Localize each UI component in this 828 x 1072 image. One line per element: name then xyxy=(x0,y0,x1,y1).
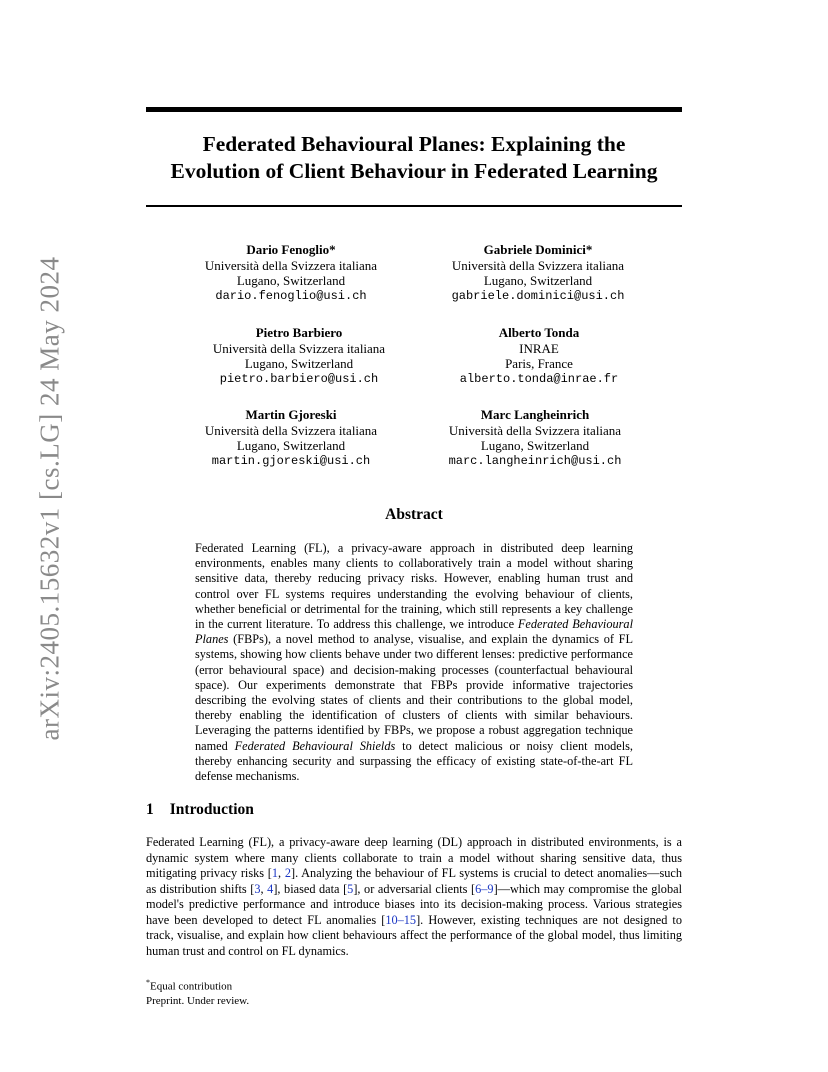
section-title: Introduction xyxy=(169,801,254,818)
intro-text: ]. Analyzing the behaviour of FL systems is crucial to detect anomalies—such as distribution shifts [ xyxy=(146,866,682,896)
footnote-preprint: Preprint. Under review. xyxy=(146,995,250,1008)
paper-title xyxy=(146,131,682,185)
arxiv-identifier-stamp xyxy=(32,256,68,740)
author-block xyxy=(171,407,411,469)
author-name: Marc Langheinrich xyxy=(480,407,590,422)
author-block xyxy=(415,407,655,469)
abstract-text-part: (FBPs), a novel method to analyse, visualise, and explain the dynamics of FL systems, showing how clients behave under two different lenses: predictive performance (error behavioural space) and decision-making processes (counterfactual behavioural space). Our experiments demonstrate that FBPs provide informative trajectories describing the evolving states of clients and their contributions to the global model, thereby enabling the identification of clusters of clients with similar behaviours. Leveraging the patterns identified by FBPs, we propose a robust aggregation technique named xyxy=(195,632,633,753)
section-heading-introduction xyxy=(146,801,254,819)
author-affiliation: INRAE xyxy=(519,340,559,356)
introduction-paragraph xyxy=(146,835,682,959)
citation-link[interactable]: 5 xyxy=(347,881,354,896)
author-location: Lugano, Switzerland xyxy=(236,273,346,289)
citation-link[interactable]: 4 xyxy=(267,881,274,896)
author-email: pietro.barbiero@usi.ch xyxy=(219,371,379,386)
author-block xyxy=(179,325,419,387)
abstract-heading: Abstract xyxy=(385,506,443,523)
author-location: Lugano, Switzerland xyxy=(480,438,590,454)
author-location: Paris, France xyxy=(505,356,573,372)
abstract-text-part: to detect malicious or noisy client models, thereby enhancing security and surpassing the efficacy of existing state-of-the-art FL defense mechanisms. xyxy=(195,738,633,784)
author-location: Lugano, Switzerland xyxy=(236,438,346,454)
intro-text: Federated Learning (FL), a privacy-aware deep learning (DL) approach in distributed environments, is a dynamic system where many clients collaborate to train a model without sharing sensitive data, thus mitigating privacy risks [ xyxy=(146,835,682,880)
abstract-emphasis: Federated Behavioural Planes xyxy=(195,617,633,647)
citation-link[interactable]: 10–15 xyxy=(385,912,417,927)
author-block xyxy=(419,325,659,387)
paper-title-line-1: Federated Behavioural Planes: Explaining the xyxy=(202,132,626,156)
author-email: alberto.tonda@inrae.fr xyxy=(459,371,619,386)
author-location: Lugano, Switzerland xyxy=(244,356,354,372)
footnote xyxy=(146,976,249,1009)
intro-text: ]—which may compromise the global model's predictive performance and introduce biases into its decision-making process. Various strategies have been developed to detect FL anomalies [ xyxy=(146,881,682,927)
intro-text: , xyxy=(260,881,268,896)
author-block xyxy=(171,242,411,304)
author-name: Pietro Barbiero xyxy=(255,325,343,340)
footnote-equal-contribution xyxy=(146,976,249,994)
author-name: Martin Gjoreski xyxy=(245,407,337,422)
author-affiliation: Università della Svizzera italiana xyxy=(212,340,386,356)
footnote-marker: * xyxy=(146,978,150,987)
author-affiliation: Università della Svizzera italiana xyxy=(451,257,625,273)
title-bottom-rule xyxy=(146,205,682,207)
abstract-emphasis: Federated Behavioural Shields xyxy=(234,738,396,753)
citation-link[interactable]: 6–9 xyxy=(475,881,494,896)
citation-link[interactable]: 1 xyxy=(271,866,279,880)
citation-link[interactable]: 2 xyxy=(284,866,291,880)
author-name: Gabriele Dominici* xyxy=(483,242,593,257)
intro-text: ], biased data [ xyxy=(273,881,348,896)
author-affiliation: Università della Svizzera italiana xyxy=(204,257,378,273)
author-location: Lugano, Switzerland xyxy=(483,273,593,289)
footnote-equal-text: Equal contribution xyxy=(150,980,233,993)
section-number: 1 xyxy=(146,801,154,818)
author-affiliation: Università della Svizzera italiana xyxy=(204,422,378,438)
author-email: marc.langheinrich@usi.ch xyxy=(448,453,622,468)
abstract-text-part: Federated Learning (FL), a privacy-aware approach in distributed deep learning environments, enables many clients to collaboratively train a model without sharing sensitive data, thereby reducing privacy risks. However, enabling human trust and control over FL systems requires understanding the evolving behaviour of clients, whether beneficial or detrimental for the training, which still represents a key challenge in the current literature. To address this challenge, we introduce xyxy=(195,541,633,632)
citation-link[interactable]: 3 xyxy=(254,881,261,896)
author-affiliation: Università della Svizzera italiana xyxy=(448,422,622,438)
intro-text: , xyxy=(278,866,285,880)
author-block xyxy=(418,242,658,304)
intro-text: ]. However, existing techniques are not designed to track, visualise, and explain how client behaviours affect the performance of the global model, thus limiting human trust and control on FL dynamics. xyxy=(146,912,682,958)
author-email: martin.gjoreski@usi.ch xyxy=(211,453,371,468)
title-top-rule xyxy=(146,107,682,112)
abstract-text xyxy=(195,541,633,784)
author-name: Alberto Tonda xyxy=(498,325,580,340)
author-name: Dario Fenoglio* xyxy=(246,242,336,257)
author-email: dario.fenoglio@usi.ch xyxy=(215,288,367,303)
arxiv-identifier-text: arXiv:2405.15632v1 [cs.LG] 24 May 2024 xyxy=(34,256,65,740)
intro-text: ], or adversarial clients [ xyxy=(353,881,476,896)
paper-title-line-2: Evolution of Client Behaviour in Federated Learning xyxy=(170,159,658,183)
author-email: gabriele.dominici@usi.ch xyxy=(451,288,625,303)
